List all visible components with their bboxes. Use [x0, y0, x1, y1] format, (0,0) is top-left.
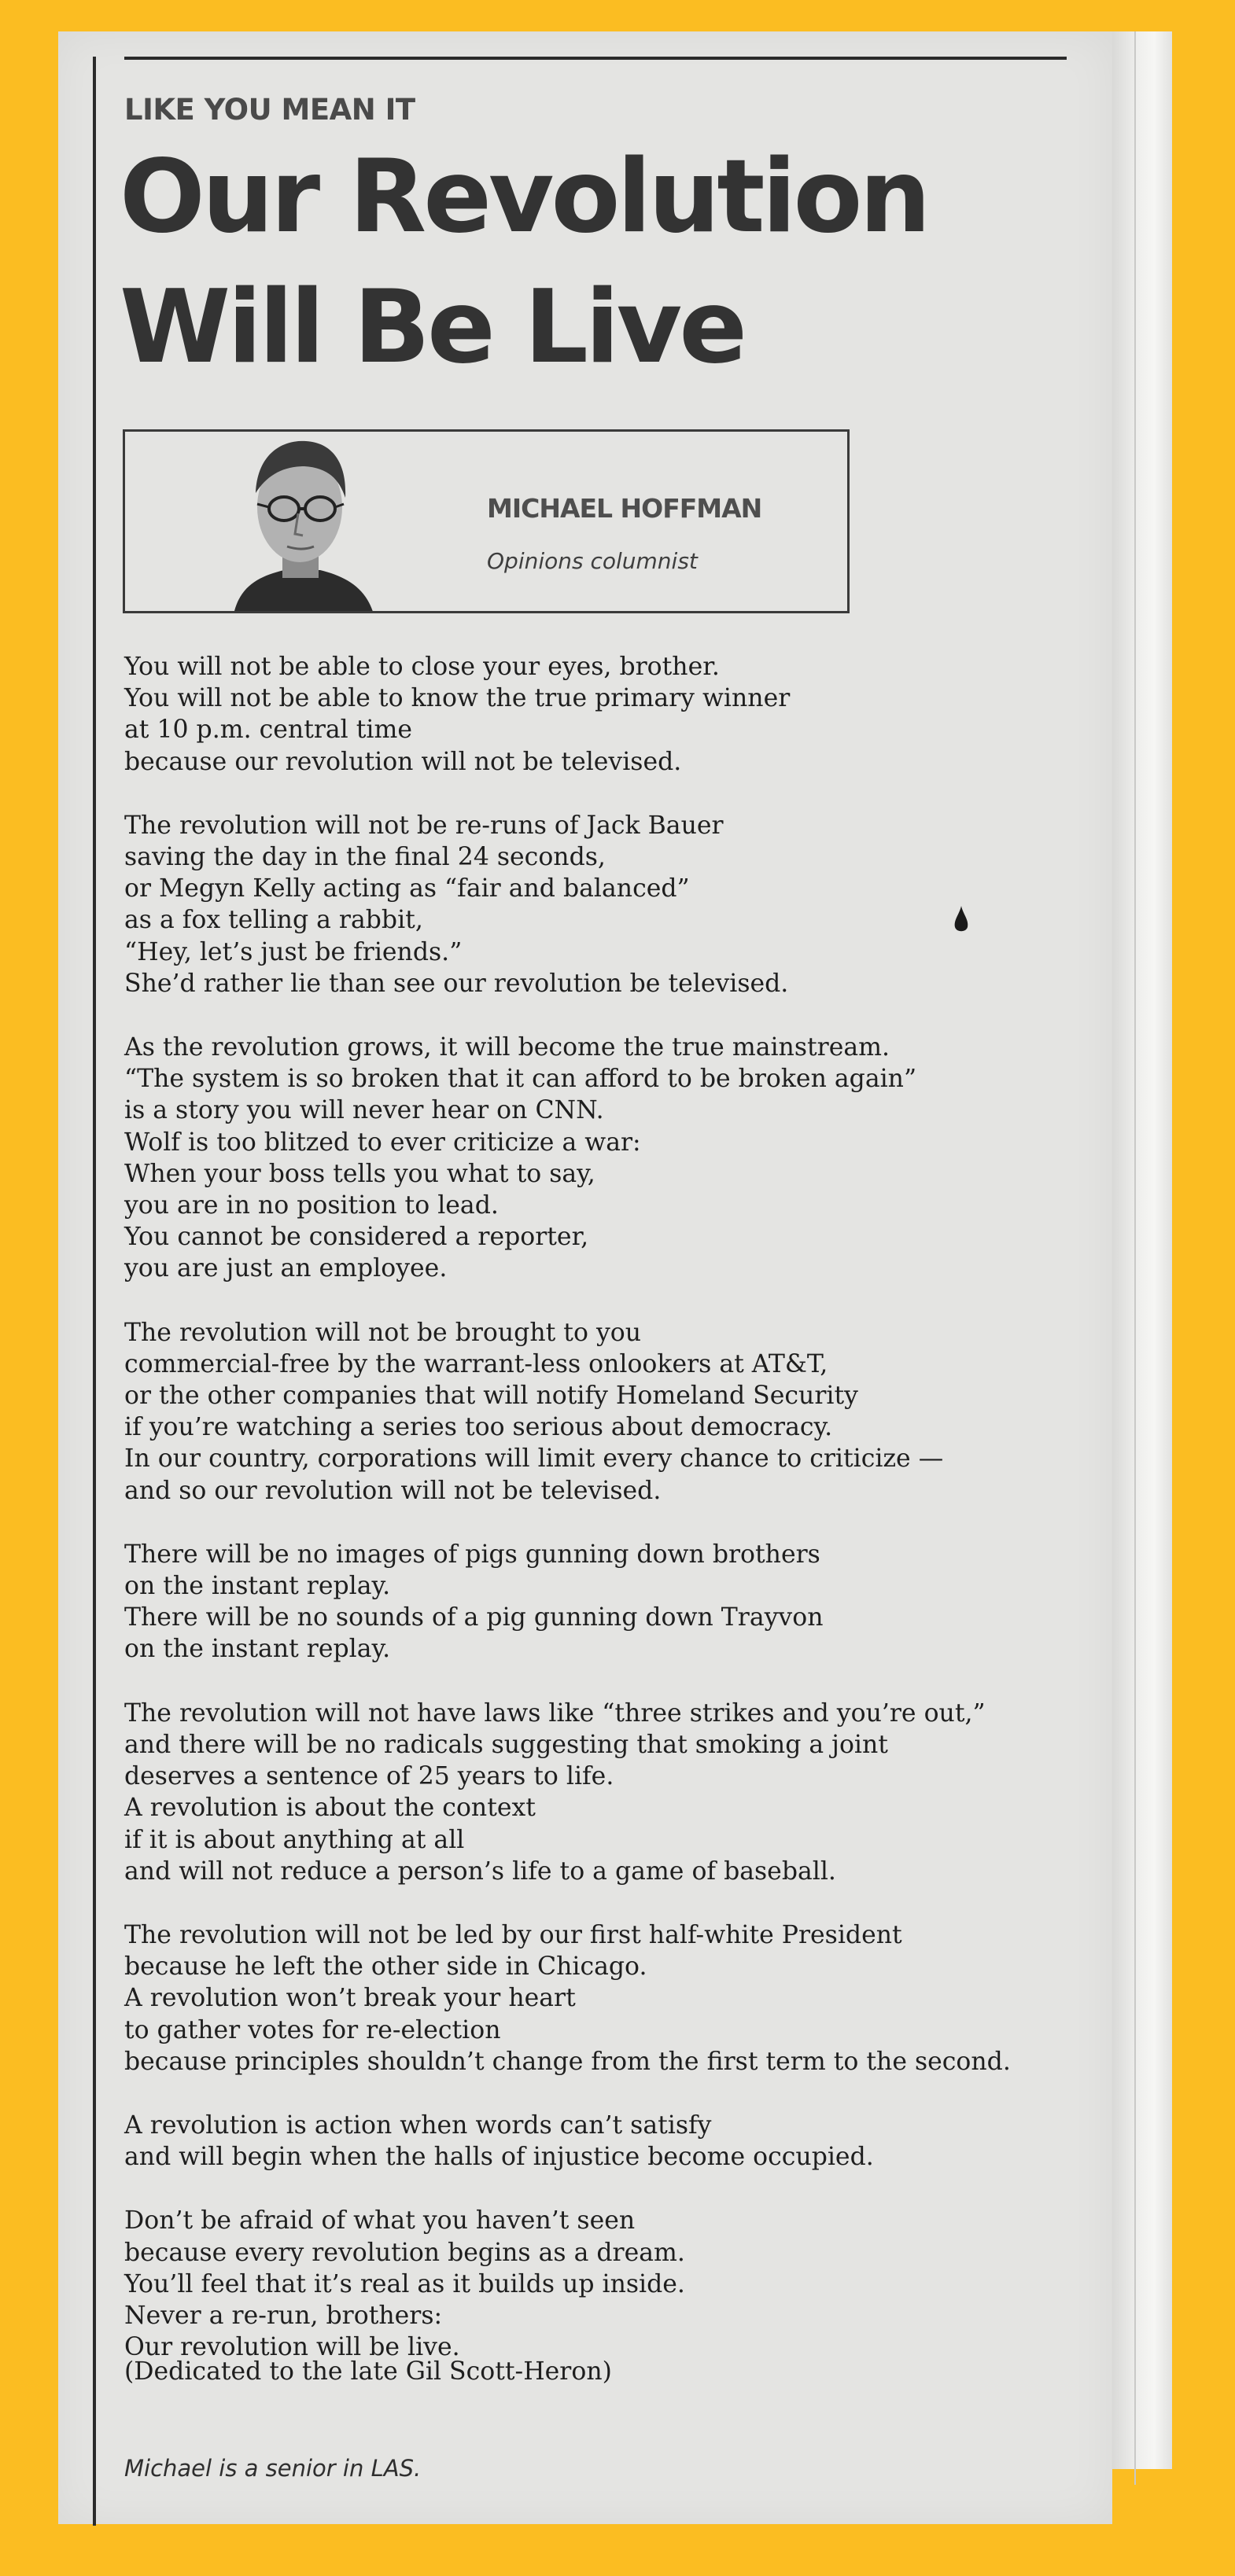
stanza — [124, 651, 1068, 778]
poem-line: Don’t be afraid of what you haven’t seen — [124, 2206, 636, 2236]
dedication: (Dedicated to the late Gil Scott-Heron) — [124, 2357, 612, 2386]
poem-line: commercial-free by the warrant-less onlookers at AT&T, — [124, 1349, 828, 1378]
poem-line: A revolution won’t break your heart — [124, 1984, 576, 2013]
poem-line: “The system is so broken that it can afford to be broken again” — [124, 1065, 917, 1094]
poem-line: because principles shouldn’t change from the first term to the second. — [124, 2047, 1011, 2076]
poem-line: A revolution is about the context — [124, 1794, 536, 1823]
poem-line: She’d rather lie than see our revolution be televised. — [124, 969, 789, 998]
author-portrait-photo — [227, 432, 377, 613]
stanza — [124, 2205, 1068, 2363]
stanza — [124, 810, 1068, 999]
poem-line: and will not reduce a person’s life to a game of baseball. — [124, 1857, 836, 1886]
poem-line: and will begin when the halls of injustice become occupied. — [124, 2143, 874, 2172]
poem-line: if you’re watching a series too serious about democracy. — [124, 1413, 833, 1442]
poem-line: at 10 p.m. central time — [124, 716, 413, 745]
poem-line: is a story you will never hear on CNN. — [124, 1096, 604, 1125]
poem-line: When your boss tells you what to say, — [124, 1159, 595, 1188]
article-body — [124, 651, 1068, 2395]
author-role: Opinions columnist — [487, 548, 698, 574]
poem-line: Never a re-run, brothers: — [124, 2301, 443, 2330]
poem-line: The revolution will not be led by our first half-white President — [124, 1920, 902, 1949]
poem-line: on the instant replay. — [124, 1572, 391, 1601]
poem-line: you are just an employee. — [124, 1254, 448, 1283]
headline — [120, 132, 1064, 393]
poem-line: As the revolution grows, it will become the true mainstream. — [124, 1033, 890, 1062]
stanza — [124, 2110, 1068, 2173]
poem-line: on the instant replay. — [124, 1635, 391, 1664]
poem-line: A revolution is action when words can’t satisfy — [124, 2110, 712, 2140]
poem-line: or the other companies that will notify Homeland Security — [124, 1382, 858, 1411]
headline-line-2: Will Be Live — [120, 269, 744, 386]
stanza — [124, 1032, 1068, 1285]
stanza — [124, 1539, 1068, 1665]
stanza — [124, 1919, 1068, 2077]
poem-line: because our revolution will not be televised. — [124, 747, 682, 776]
poem-line: In our country, corporations will limit every chance to criticize — — [124, 1444, 944, 1474]
poem-line: and so our revolution will not be televised. — [124, 1476, 662, 1505]
poem-line: The revolution will not have laws like “three strikes and you’re out,” — [124, 1698, 986, 1728]
poem-line: if it is about anything at all — [124, 1825, 465, 1854]
paper-fold-edge — [1112, 31, 1172, 2469]
poem-line: The revolution will not be brought to you — [124, 1318, 641, 1347]
author-box — [123, 429, 850, 613]
stanza — [124, 1317, 1068, 1507]
poem-line: There will be no images of pigs gunning down brothers — [124, 1540, 820, 1569]
poem-line: “Hey, let’s just be friends.” — [124, 937, 463, 966]
poem-line: because every revolution begins as a dream. — [124, 2238, 685, 2267]
poem-line: to gather votes for re-election — [124, 2015, 501, 2044]
ink-spot-mark — [953, 906, 969, 934]
poem-line: Our revolution will be live. — [124, 2333, 460, 2362]
paper-fold-line — [1134, 31, 1136, 2485]
column-kicker: LIKE YOU MEAN IT — [124, 93, 415, 127]
poem-line: as a fox telling a rabbit, — [124, 906, 423, 935]
poem-line: You will not be able to know the true primary winner — [124, 684, 791, 713]
poem-line: Wolf is too blitzed to ever criticize a war: — [124, 1128, 641, 1157]
poem-line: saving the day in the final 24 seconds, — [124, 843, 606, 872]
left-column-rule — [93, 57, 96, 2526]
poem-line: and there will be no radicals suggesting that smoking a joint — [124, 1730, 888, 1759]
poem-line: You will not be able to close your eyes, brother. — [124, 653, 720, 681]
headline-line-1: Our Revolution — [120, 138, 928, 256]
poem-line: You cannot be considered a reporter, — [124, 1223, 589, 1252]
top-rule — [124, 57, 1067, 60]
author-name: MICHAEL HOFFMAN — [487, 493, 762, 524]
poem-line: deserves a sentence of 25 years to life. — [124, 1762, 614, 1791]
stanza — [124, 1698, 1068, 1887]
poem-line: because he left the other side in Chicago. — [124, 1952, 647, 1982]
author-bio: Michael is a senior in LAS. — [124, 2455, 422, 2482]
poem-line: The revolution will not be re-runs of Jack Bauer — [124, 811, 724, 840]
poem-line: You’ll feel that it’s real as it builds up inside. — [124, 2269, 685, 2298]
poem-line: or Megyn Kelly acting as “fair and balanced” — [124, 874, 690, 903]
poem-line: There will be no sounds of a pig gunning down Trayvon — [124, 1603, 824, 1632]
poem-line: you are in no position to lead. — [124, 1191, 499, 1220]
